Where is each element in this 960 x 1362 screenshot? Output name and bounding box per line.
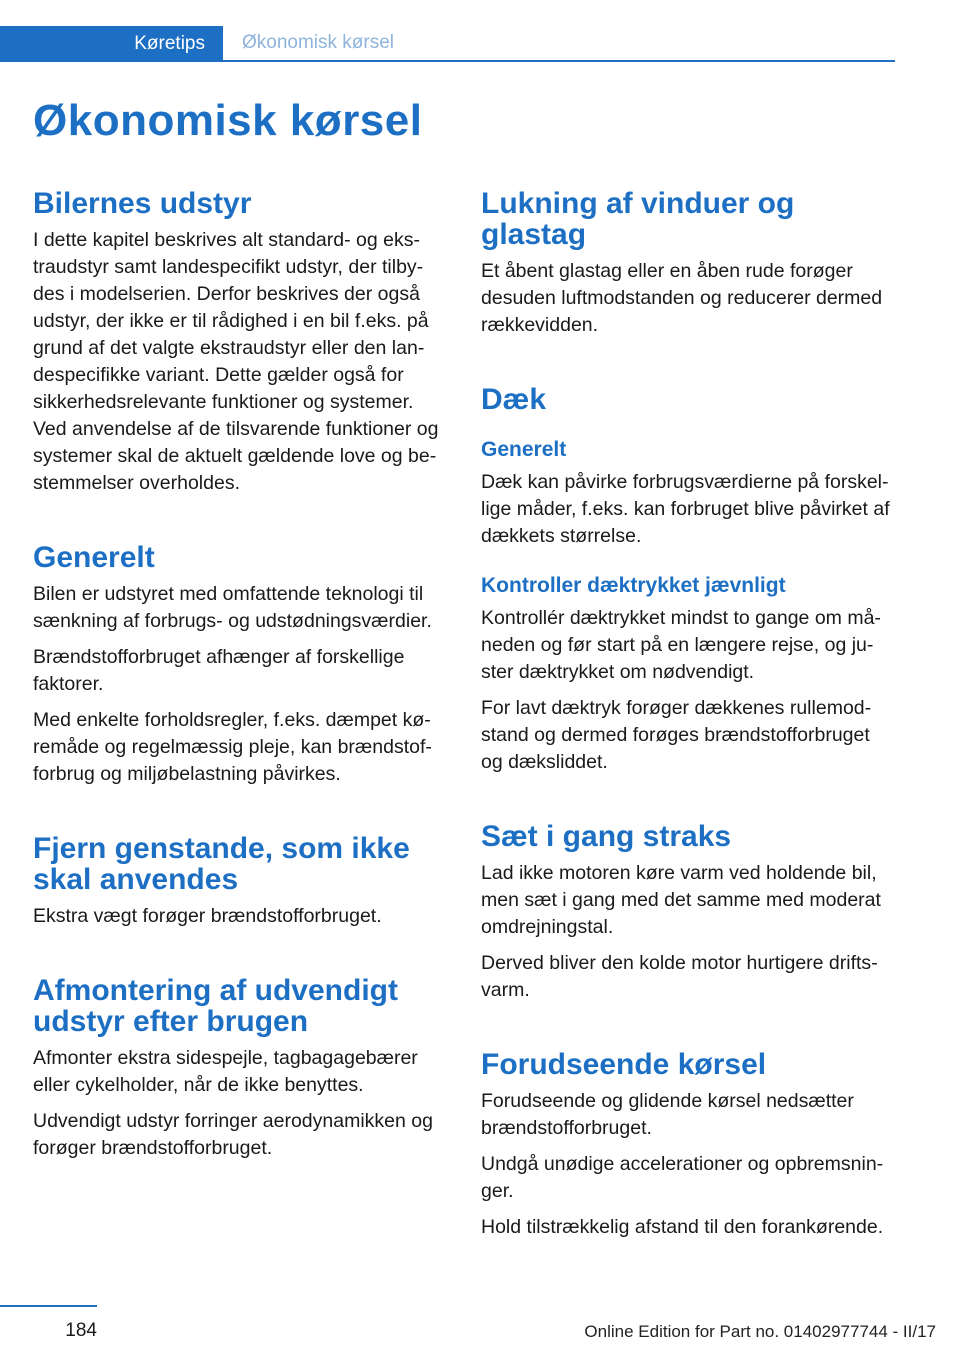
- heading-afmontering: Afmontering af udvendigt udstyr efter brugen: [33, 974, 398, 1038]
- paragraph: Brændstofforbruget afhænger af forskellige faktorer.: [33, 646, 405, 695]
- heading-daek: Dæk: [481, 383, 547, 416]
- heading-saet-i-gang: Sæt i gang straks: [481, 820, 732, 853]
- paragraph: Lad ikke motoren køre varm ved holdende bil, men sæt i gang med det samme med moderat omdrejningstal.: [481, 862, 881, 938]
- paragraph: For lavt dæktryk forøger dækkenes rullemodstand og dermed forøges brændstofforbruget og dæksliddet.: [481, 697, 872, 773]
- subheading-kontroller-daektryk: Kontroller dæktrykket jævnligt: [481, 574, 786, 597]
- paragraph: Et åbent glastag eller en åben rude forøger desuden luftmodstanden og reducerer dermed rækkevidden.: [481, 260, 883, 336]
- paragraph: Hold tilstrækkelig afstand til den forankørende.: [481, 1216, 884, 1238]
- page-title: Økonomisk kørsel: [33, 96, 423, 145]
- paragraph: Afmonter ekstra sidespejle, tagbagagebærer eller cykelholder, når de ikke benyttes.: [33, 1047, 418, 1096]
- header-divider: [0, 60, 895, 62]
- subheading-generelt: Generelt: [481, 438, 567, 461]
- section-tab[interactable]: [242, 26, 394, 60]
- paragraph: Derved bliver den kolde motor hurtigere driftsvarm.: [481, 952, 878, 1001]
- left-column: [33, 188, 447, 1171]
- paragraph: Undgå unødige accelerationer og opbremsninger.: [481, 1153, 884, 1202]
- right-column: [481, 188, 895, 1250]
- page-number: 184: [65, 1320, 97, 1341]
- paragraph: Forudseende og glidende kørsel nedsætter brændstofforbruget.: [481, 1090, 854, 1139]
- heading-fjern-genstande: Fjern genstande, som ikke skal anvendes: [33, 832, 410, 896]
- chapter-tab[interactable]: [0, 26, 223, 62]
- heading-lukning-af-vinduer: Lukning af vinduer og glastag: [481, 187, 795, 251]
- heading-forudseende-koersel: Forudseende kørsel: [481, 1048, 767, 1081]
- chapter-header: [0, 26, 895, 62]
- paragraph: Kontrollér dæktrykket mindst to gange om måneden og før start på en længere rejse, og juster dæktrykket om nødvendigt.: [481, 607, 881, 683]
- heading-bilernes-udstyr: Bilernes udstyr: [33, 187, 252, 220]
- paragraph: Dæk kan påvirke forbrugsværdierne på forskellige måder, f.eks. kan forbruget blive påvirket af dækkets størrelse.: [481, 471, 890, 547]
- paragraph: Udvendigt udstyr forringer aerodynamikken og forøger brændstofforbruget.: [33, 1110, 433, 1159]
- heading-generelt: Generelt: [33, 541, 155, 574]
- footer-divider: [0, 1305, 97, 1307]
- paragraph: I dette kapitel beskrives alt standard- og ekstraudstyr samt landespecifikt udstyr, der tilbydes i modelserien. Derfor beskrives der også udstyr, der ikke er til rådighed i en bil f.eks. på grund af det valgte ekstraudstyr eller den landespecifikke variant. Dette gælder også for sikkerhedsrelevante funktioner og systemer. Ved anvendelse af de tilsvarende funktioner og systemer skal de aktuelt gældende love og bestemmelser overholdes.: [33, 229, 439, 494]
- paragraph: Bilen er udstyret med omfattende teknologi til sænkning af forbrugs- og udstødningsværdier.: [33, 583, 432, 632]
- paragraph: Ekstra vægt forøger brændstofforbruget.: [33, 905, 382, 927]
- edition-note: Online Edition for Part no. 01402977744 - II/17: [584, 1322, 936, 1341]
- paragraph: Med enkelte forholdsregler, f.eks. dæmpet køremåde og regelmæssig pleje, kan brændstofforbrug og miljøbelastning påvirkes.: [33, 709, 432, 785]
- chapter-tab-label: Køretips: [134, 33, 205, 54]
- section-tab-label: Økonomisk kørsel: [242, 32, 395, 53]
